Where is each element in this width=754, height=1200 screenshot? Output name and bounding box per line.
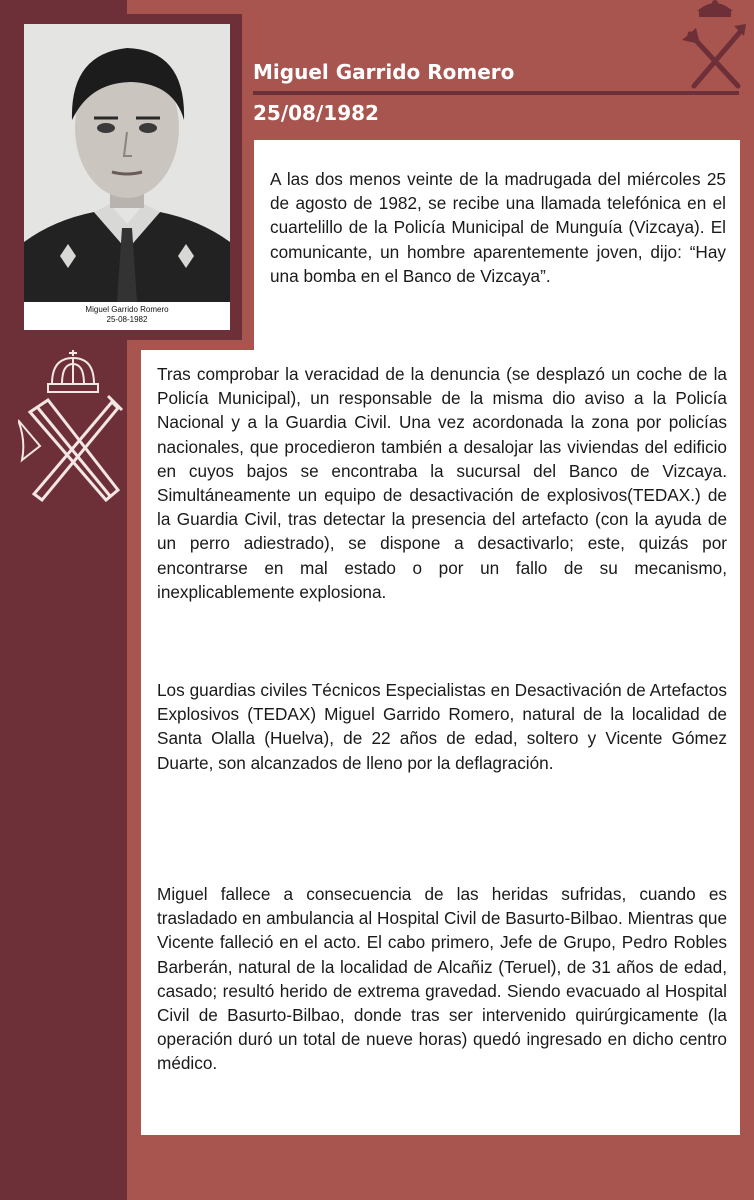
guardia-civil-emblem-icon <box>676 0 754 92</box>
paragraph-1: A las dos menos veinte de la madrugada del miércoles 25 de agosto de 1982, se recibe una llamada telefónica en el cuartelillo de la Policía Municipal de Munguía (Vizcaya). El comunicante, un hombre aparentemente joven, dijo: “Hay una bomba en el Banco de Vizcaya”. <box>270 169 726 286</box>
paragraph-3: Los guardias civiles Técnicos Especialistas en Desactivación de Artefactos Explosivos (TEDAX) Miguel Garrido Romero, natural de la localidad de Santa Olalla (Huelva), de 22 años de edad, soltero y Vicente Gómez Duarte, son alcanzados de lleno por la deflagración. <box>157 680 727 773</box>
photo-caption-name: Miguel Garrido Romero <box>85 305 169 314</box>
main-text-panel <box>141 350 740 1135</box>
guardia-civil-emblem-icon <box>18 350 126 512</box>
intro-text-panel <box>254 140 740 360</box>
photo-caption-date: 25-08-1982 <box>106 315 148 324</box>
photo-caption <box>24 305 230 325</box>
event-date: 25/08/1982 <box>253 101 379 125</box>
person-name: Miguel Garrido Romero <box>253 60 515 84</box>
title-divider <box>253 91 739 95</box>
portrait-photo <box>24 24 230 330</box>
paragraph-4: Miguel fallece a consecuencia de las heridas sufridas, cuando es trasladado en ambulancia al Hospital Civil de Basurto-Bilbao. Mientras que Vicente falleció en el acto. El cabo primero, Jefe de Grupo, Pedro Robles Barberán, natural de la localidad de Alcañiz (Teruel), de 31 años de edad, casado; resultó herido de extrema gravedad. Siendo evacuado al Hospital Civil de Basurto-Bilbao, donde tras ser intervenido quirúrgicamente (la operación duró un total de nueve horas) quedó ingresado en dicho centro médico. <box>157 884 727 1074</box>
paragraph-2: Tras comprobar la veracidad de la denuncia (se desplazó un coche de la Policía Municipal), un responsable de la misma dio aviso a la Policía Nacional y a la Guardia Civil. Una vez acordonada la zona por policías nacionales, que procedieron también a desalojar las viviendas del edificio en cuyos bajos se encontraba la sucursal del Banco de Vizcaya. Simultáneamente un equipo de desactivación de explosivos(TEDAX.) de la Guardia Civil, tras detectar la presencia del artefacto (con la ayuda de un perro adiestrado), se dispone a desactivarlo; este, quizás por encontrarse en mal estado o por un fallo de su mecanismo, inexplicablemente explosiona. <box>157 364 727 602</box>
portrait-image <box>24 24 230 302</box>
